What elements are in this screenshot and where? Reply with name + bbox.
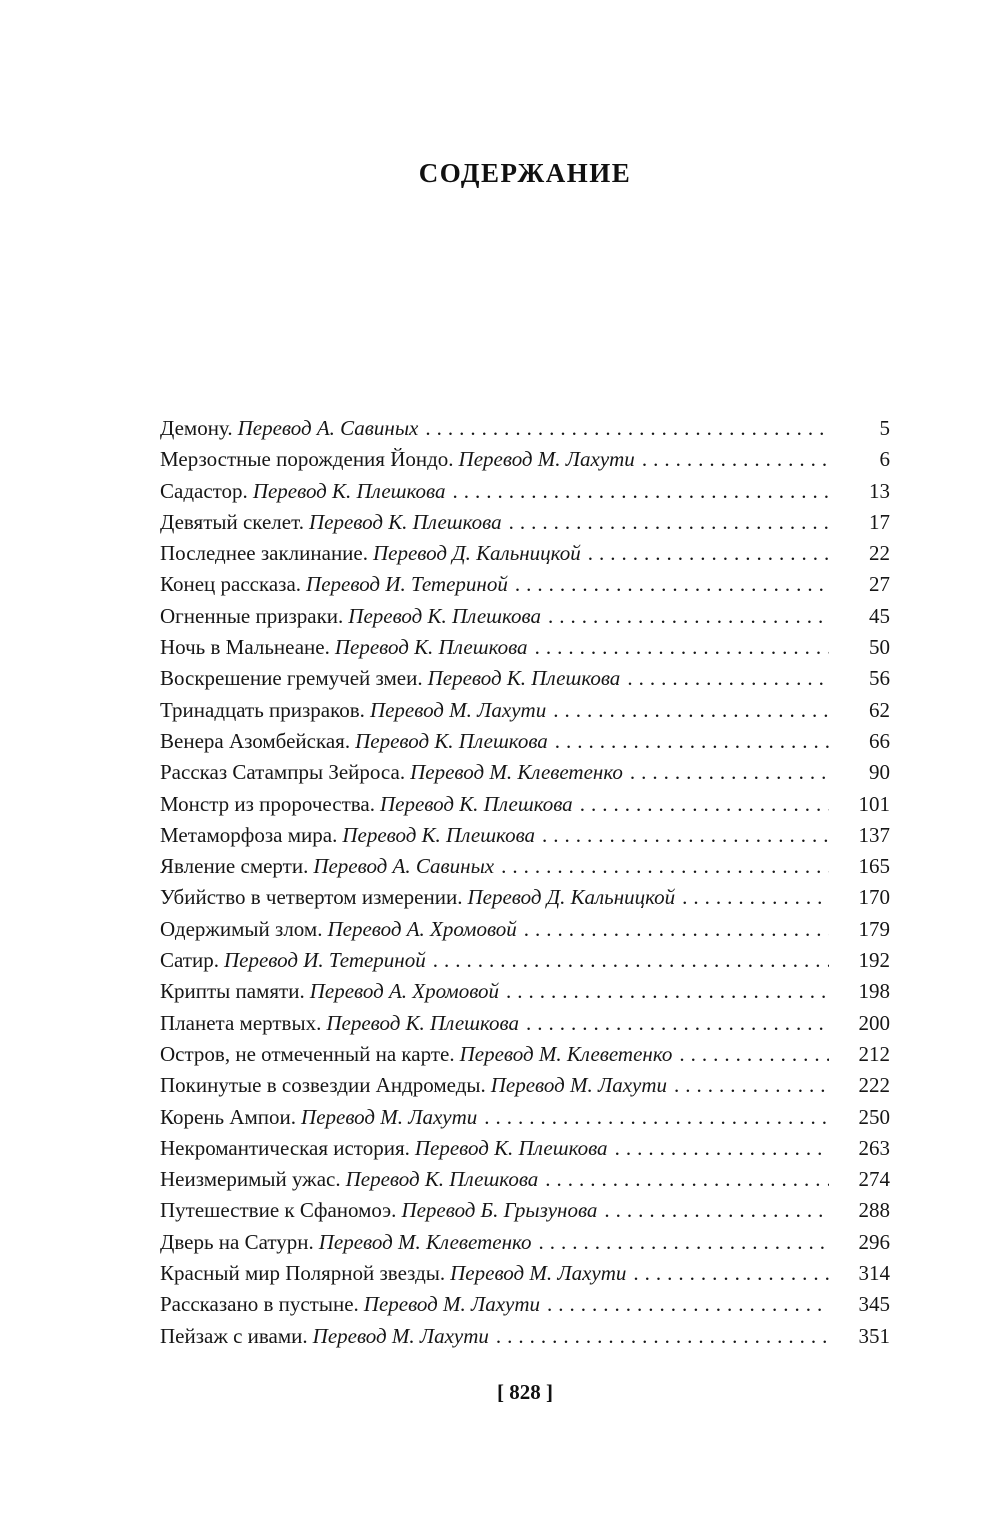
story-title: Корень Ампои. [160, 1104, 297, 1129]
dot-leader [526, 1008, 829, 1039]
dot-leader [484, 1102, 829, 1133]
toc-entry [160, 413, 890, 444]
toc-entry [160, 695, 890, 726]
page-number: 170 [858, 885, 890, 910]
story-title: Планета мертвых. [160, 1010, 322, 1035]
translator-credit: Перевод Д. Кальницкой [373, 541, 581, 566]
toc-entry [160, 538, 890, 569]
dot-leader [679, 1039, 829, 1070]
page-number: 17 [869, 509, 890, 534]
page-number: 62 [869, 697, 890, 722]
page-number: 66 [869, 728, 890, 753]
story-title: Красный мир Полярной звезды. [160, 1261, 446, 1286]
page-number: 45 [869, 603, 890, 628]
story-title: Рассказано в пустыне. [160, 1292, 359, 1317]
toc-entry [160, 976, 890, 1007]
page-number: 137 [858, 822, 890, 847]
dot-leader [433, 945, 829, 976]
story-title: Монстр из пророчества. [160, 791, 375, 816]
translator-credit: Перевод М. Лахути [363, 1292, 541, 1317]
dot-leader [588, 538, 829, 569]
translator-credit: Перевод К. Плешкова [342, 822, 536, 847]
translator-credit: Перевод К. Плешкова [334, 635, 528, 660]
toc-entry [160, 1008, 890, 1039]
dot-leader [604, 1195, 829, 1226]
toc-entry [160, 726, 890, 757]
dot-leader [547, 1289, 829, 1320]
translator-credit: Перевод И. Тетериной [306, 572, 508, 597]
page-title: СОДЕРЖАНИЕ [418, 158, 632, 188]
dot-leader [555, 726, 829, 757]
dot-leader [682, 882, 829, 913]
page-number: 250 [858, 1104, 890, 1129]
toc-entry [160, 507, 890, 538]
page-number: 179 [858, 916, 890, 941]
story-title: Конец рассказа. [160, 572, 302, 597]
story-title: Огненные призраки. [160, 603, 344, 628]
story-title: Последнее заклинание. [160, 541, 368, 566]
story-title: Явление смерти. [160, 854, 309, 879]
story-title: Мерзостные порождения Йондо. [160, 447, 454, 472]
translator-credit: Перевод К. Плешкова [414, 1135, 608, 1160]
page-number: 198 [858, 979, 890, 1004]
dot-leader [545, 1164, 829, 1195]
page-number: 13 [869, 478, 890, 503]
folio-page-number: [ 828 ] [497, 1379, 553, 1404]
toc-entry [160, 1164, 890, 1195]
page-number: 351 [858, 1323, 890, 1348]
story-title: Воскрешение гремучей змеи. [160, 666, 423, 691]
dot-leader [615, 1133, 829, 1164]
page-number: 90 [869, 760, 890, 785]
dot-leader [542, 820, 829, 851]
toc-entry [160, 569, 890, 600]
toc-entry [160, 757, 890, 788]
dot-leader [524, 914, 829, 945]
story-title: Рассказ Сатампры Зейроса. [160, 760, 406, 785]
dot-leader [553, 695, 829, 726]
page-number: 314 [858, 1261, 890, 1286]
translator-credit: Перевод М. Клеветенко [410, 760, 623, 785]
toc-entry [160, 820, 890, 851]
toc-entry [160, 1102, 890, 1133]
translator-credit: Перевод А. Хромовой [327, 916, 517, 941]
story-title: Неизмеримый ужас. [160, 1167, 341, 1192]
story-title: Сатир. [160, 948, 219, 973]
translator-credit: Перевод М. Лахути [458, 447, 635, 472]
dot-leader [535, 632, 829, 663]
dot-leader [515, 569, 829, 600]
story-title: Дверь на Сатурн. [160, 1229, 314, 1254]
page-number: 27 [869, 572, 890, 597]
dot-leader [674, 1070, 829, 1101]
toc-entry [160, 444, 890, 475]
translator-credit: Перевод М. Клеветенко [459, 1041, 673, 1066]
toc-entry [160, 632, 890, 663]
translator-credit: Перевод М. Лахути [450, 1261, 627, 1286]
toc-entry [160, 1070, 890, 1101]
page-number: 5 [879, 416, 890, 440]
page-number: 56 [869, 666, 890, 691]
toc-entry [160, 1258, 890, 1289]
book-page [160, 0, 890, 1517]
page-number: 296 [858, 1229, 890, 1254]
story-title: Путешествие к Сфаномоэ. [160, 1198, 397, 1223]
page-number: 200 [858, 1010, 890, 1035]
story-title: Покинутые в созвездии Андромеды. [160, 1073, 486, 1098]
translator-credit: Перевод К. Плешкова [252, 478, 446, 503]
toc-entry [160, 1039, 890, 1070]
toc-entry [160, 601, 890, 632]
toc-entry [160, 476, 890, 507]
page-number: 345 [858, 1292, 890, 1317]
translator-credit: Перевод К. Плешкова [345, 1167, 539, 1192]
story-title: Венера Азомбейская. [160, 728, 351, 753]
dot-leader [630, 757, 829, 788]
translator-credit: Перевод М. Лахути [312, 1323, 489, 1348]
translator-credit: Перевод К. Плешкова [379, 791, 573, 816]
page-number: 192 [858, 948, 890, 973]
page-number: 288 [858, 1198, 890, 1223]
toc-entry [160, 945, 890, 976]
story-title: Ночь в Мальнеане. [160, 635, 330, 660]
story-title: Садастор. [160, 478, 248, 503]
story-title: Демону. [160, 416, 233, 440]
translator-credit: Перевод К. Плешкова [348, 603, 541, 628]
dot-leader [548, 601, 829, 632]
page-number: 101 [858, 791, 890, 816]
translator-credit: Перевод Д. Кальницкой [467, 885, 676, 910]
toc-entry [160, 851, 890, 882]
dot-leader [633, 1258, 829, 1289]
translator-credit: Перевод А. Савиных [313, 854, 495, 879]
toc-entry [160, 1227, 890, 1258]
dot-leader [580, 789, 829, 820]
toc-list [160, 413, 890, 1352]
page-number: 263 [858, 1135, 890, 1160]
translator-credit: Перевод Б. Грызунова [401, 1198, 598, 1223]
page-number: 22 [869, 541, 890, 566]
story-title: Метаморфоза мира. [160, 822, 338, 847]
page-number: 165 [858, 854, 890, 879]
story-title: Одержимый злом. [160, 916, 323, 941]
toc-entry [160, 1289, 890, 1320]
dot-leader [453, 476, 829, 507]
translator-credit: Перевод М. Лахути [301, 1104, 478, 1129]
story-title: Некромантическая история. [160, 1135, 410, 1160]
page-number: 274 [858, 1167, 890, 1192]
toc-entry [160, 882, 890, 913]
translator-credit: Перевод И. Тетериной [223, 948, 426, 973]
story-title: Крипты памяти. [160, 979, 305, 1004]
dot-leader [506, 976, 829, 1007]
dot-leader [501, 851, 829, 882]
dot-leader [425, 413, 829, 444]
story-title: Пейзаж с ивами. [160, 1323, 308, 1348]
page-number: 212 [858, 1041, 890, 1066]
translator-credit: Перевод М. Лахути [490, 1073, 668, 1098]
dot-leader [627, 663, 829, 694]
dot-leader [539, 1227, 829, 1258]
dot-leader [642, 444, 829, 475]
toc-entry [160, 914, 890, 945]
page-number: 6 [879, 447, 890, 472]
translator-credit: Перевод К. Плешкова [427, 666, 621, 691]
translator-credit: Перевод К. Плешкова [308, 509, 502, 534]
toc-entry [160, 1195, 890, 1226]
translator-credit: Перевод К. Плешкова [326, 1010, 520, 1035]
story-title: Тринадцать призраков. [160, 697, 365, 722]
translator-credit: Перевод К. Плешкова [355, 728, 548, 753]
page-number: 222 [858, 1073, 890, 1098]
story-title: Девятый скелет. [160, 509, 304, 534]
dot-leader [509, 507, 829, 538]
translator-credit: Перевод М. Клеветенко [318, 1229, 532, 1254]
toc-entry [160, 789, 890, 820]
toc-entry [160, 1133, 890, 1164]
page-number: 50 [869, 635, 890, 660]
translator-credit: Перевод А. Хромовой [309, 979, 500, 1004]
translator-credit: Перевод А. Савиных [237, 416, 419, 440]
translator-credit: Перевод М. Лахути [369, 697, 547, 722]
toc-entry [160, 663, 890, 694]
story-title: Убийство в четвертом измерении. [160, 885, 463, 910]
toc-entry [160, 1321, 890, 1352]
story-title: Остров, не отмеченный на карте. [160, 1041, 455, 1066]
dot-leader [496, 1321, 829, 1352]
